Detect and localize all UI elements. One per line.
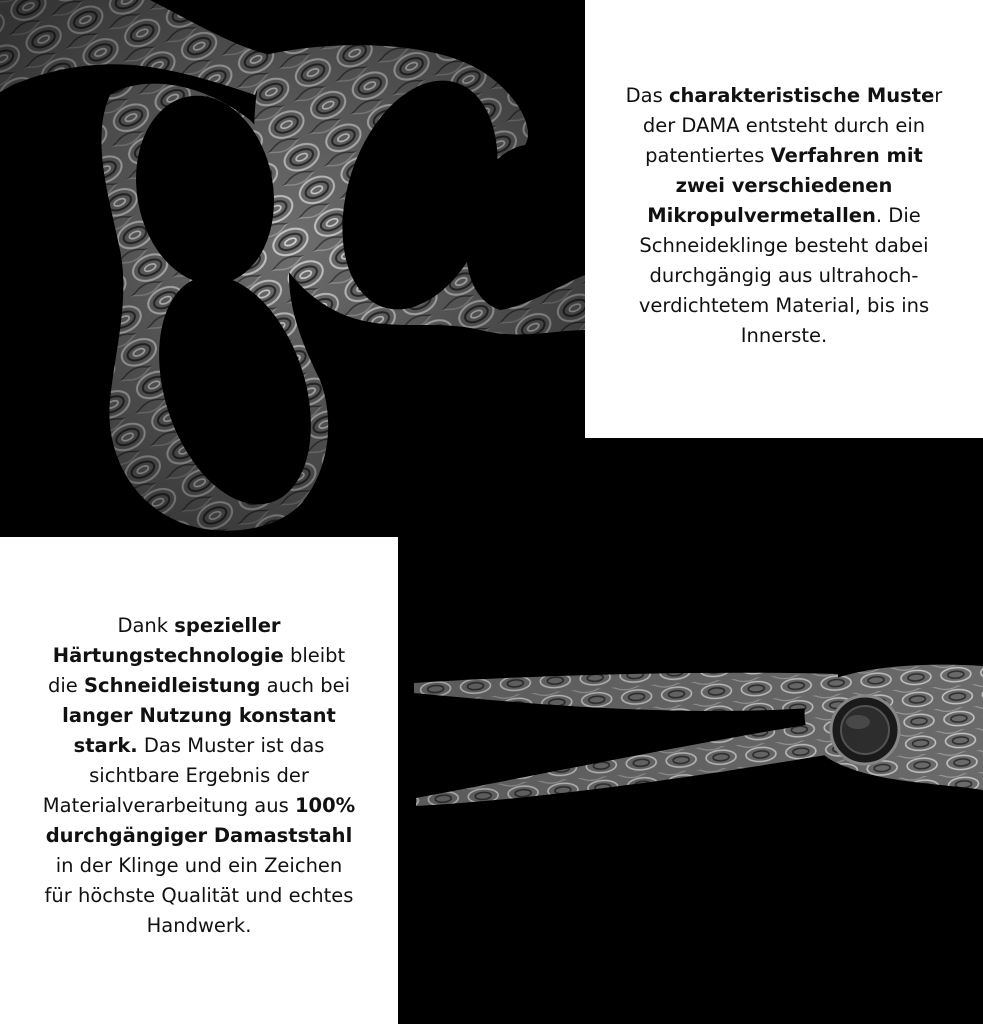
bold-segment: langer Nutzung konstant stark. <box>62 703 336 757</box>
bold-segment: Schneidleistung <box>83 673 261 697</box>
top-description <box>624 81 944 351</box>
bold-segment: Verfahren mit zwei verschiedenen Mikropulvermetallen <box>647 144 923 227</box>
text-segment: . Die Schneideklinge besteht dabei durchgängig aus ultrahoch-verdichtetem Material, bis ins Innerste. <box>638 204 930 347</box>
text-segment: Das Muster ist das sichtbare Ergebnis der Materialverarbeitung aus <box>42 733 325 817</box>
text-segment: Das <box>625 84 669 107</box>
text-segment: bleibt die <box>47 643 346 697</box>
bottom-text-panel <box>0 537 398 1024</box>
scissors-blades-photo <box>398 438 983 1024</box>
text-segment: r der DAMA entsteht durch ein patentiertes <box>642 84 943 167</box>
text-segment: Dank <box>117 613 175 637</box>
bottom-description <box>41 611 357 941</box>
text-segment: in der Klinge und ein Zeichen für höchste Qualität und echtes Handwerk. <box>44 853 354 937</box>
top-text-panel <box>585 0 983 438</box>
text-segment: auch bei <box>260 673 351 697</box>
bold-segment: spezieller Härtungstechnologie <box>52 613 284 667</box>
bold-segment: 100% durchgängiger Damaststahl <box>45 793 356 847</box>
bold-segment: charakteristische Muste <box>668 84 935 107</box>
